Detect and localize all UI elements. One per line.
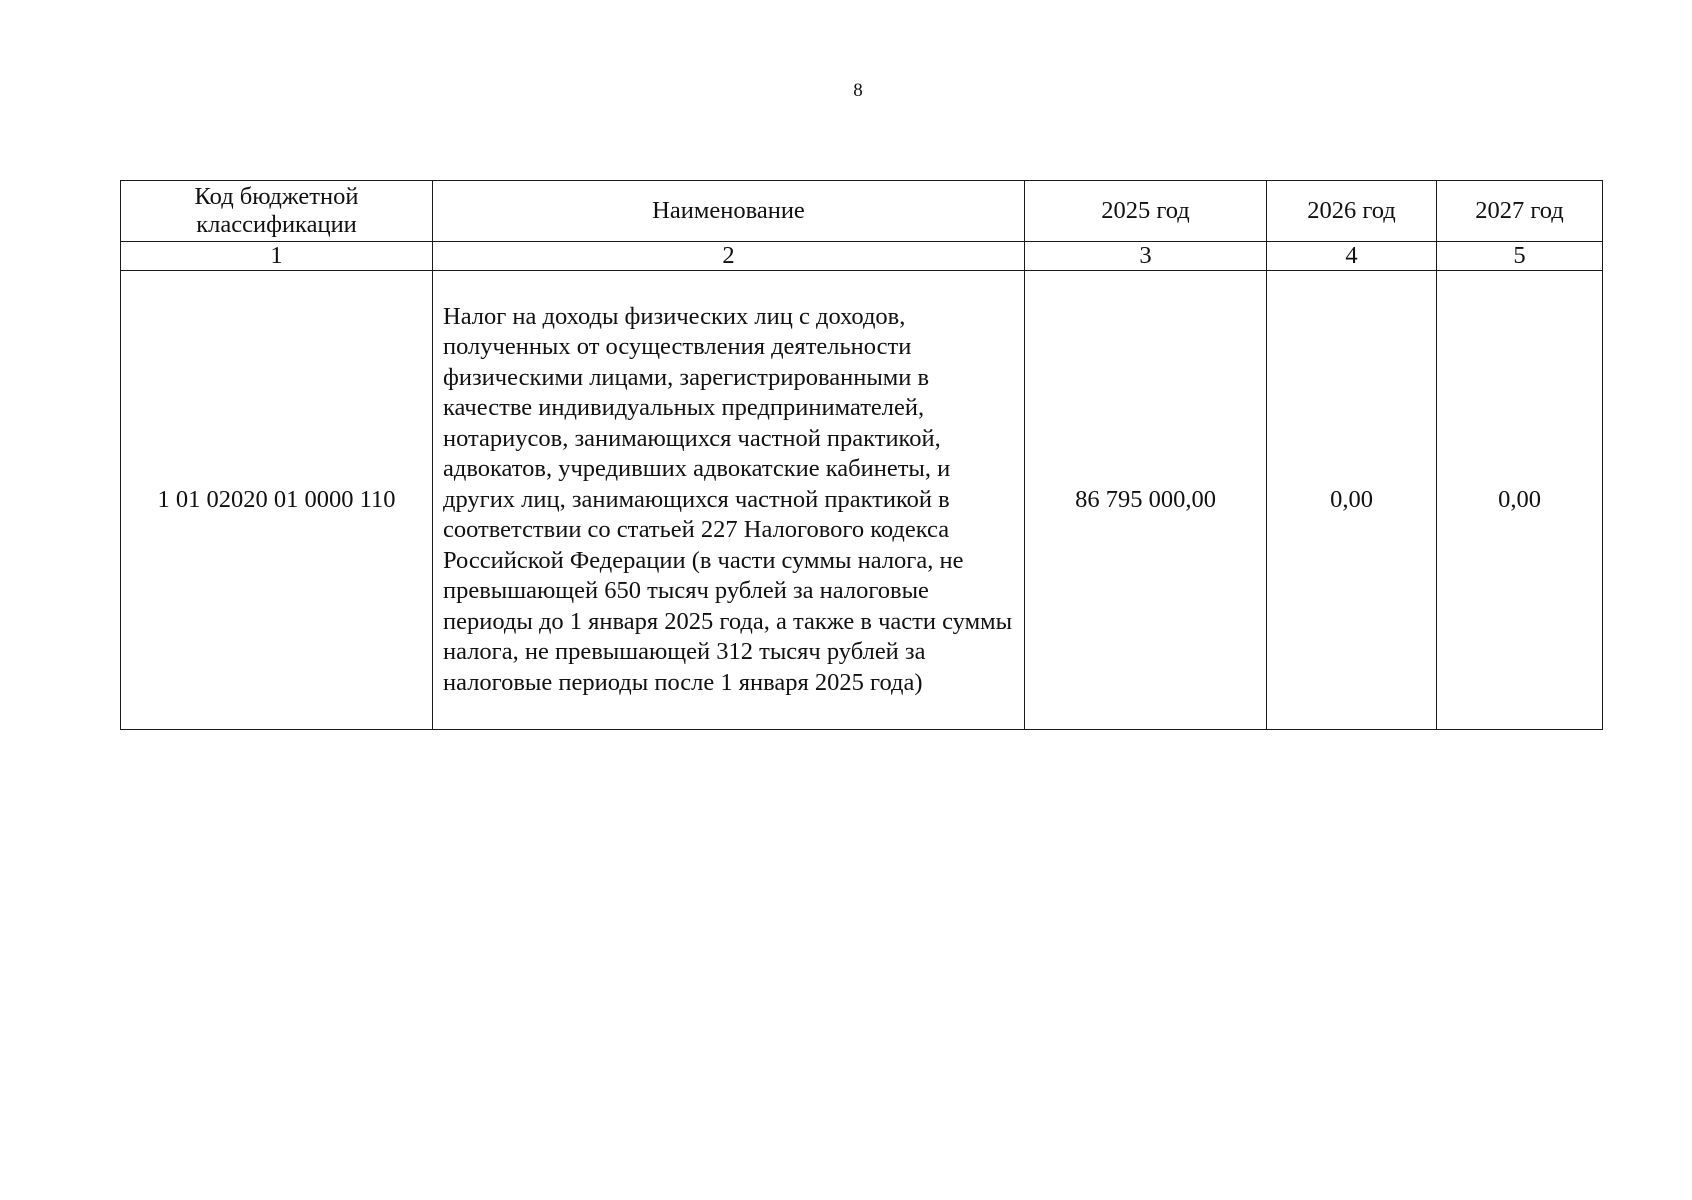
header-year-2027: 2027 год [1437, 181, 1603, 242]
header-name: Наименование [433, 181, 1025, 242]
header-budget-code: Код бюджетной классификации [121, 181, 433, 242]
amount-2025-cell: 86 795 000,00 [1025, 271, 1267, 730]
column-number: 3 [1025, 242, 1267, 271]
header-year-2026: 2026 год [1267, 181, 1437, 242]
header-year-2025: 2025 год [1025, 181, 1267, 242]
table-row [121, 271, 1603, 730]
column-number: 2 [433, 242, 1025, 271]
column-number: 5 [1437, 242, 1603, 271]
column-number: 4 [1267, 242, 1437, 271]
revenue-name-cell: Налог на доходы физических лиц с доходов, полученных от осуществления деятельности физическими лицами, зарегистрированными в качестве индивидуальных предпринимателей, нотариусов, занимающихся частной практикой, адвокатов, учредивших адвокатские кабинеты, и других лиц, занимающихся частной практикой в соответствии со статьей 227 Налогового кодекса Российской Федерации (в части суммы налога, не превышающей 650 тысяч рублей за налоговые периоды до 1 января 2025 года, а также в части суммы налога, не превышающей 312 тысяч рублей за налоговые периоды после 1 января 2025 года) [433, 271, 1025, 730]
budget-revenue-table [120, 180, 1603, 730]
budget-code-cell: 1 01 02020 01 0000 110 [121, 271, 433, 730]
amount-2027-cell: 0,00 [1437, 271, 1603, 730]
column-number-row [121, 242, 1603, 271]
page-number: 8 [853, 80, 863, 101]
column-number: 1 [121, 242, 433, 271]
amount-2026-cell: 0,00 [1267, 271, 1437, 730]
table-header-row [121, 181, 1603, 242]
